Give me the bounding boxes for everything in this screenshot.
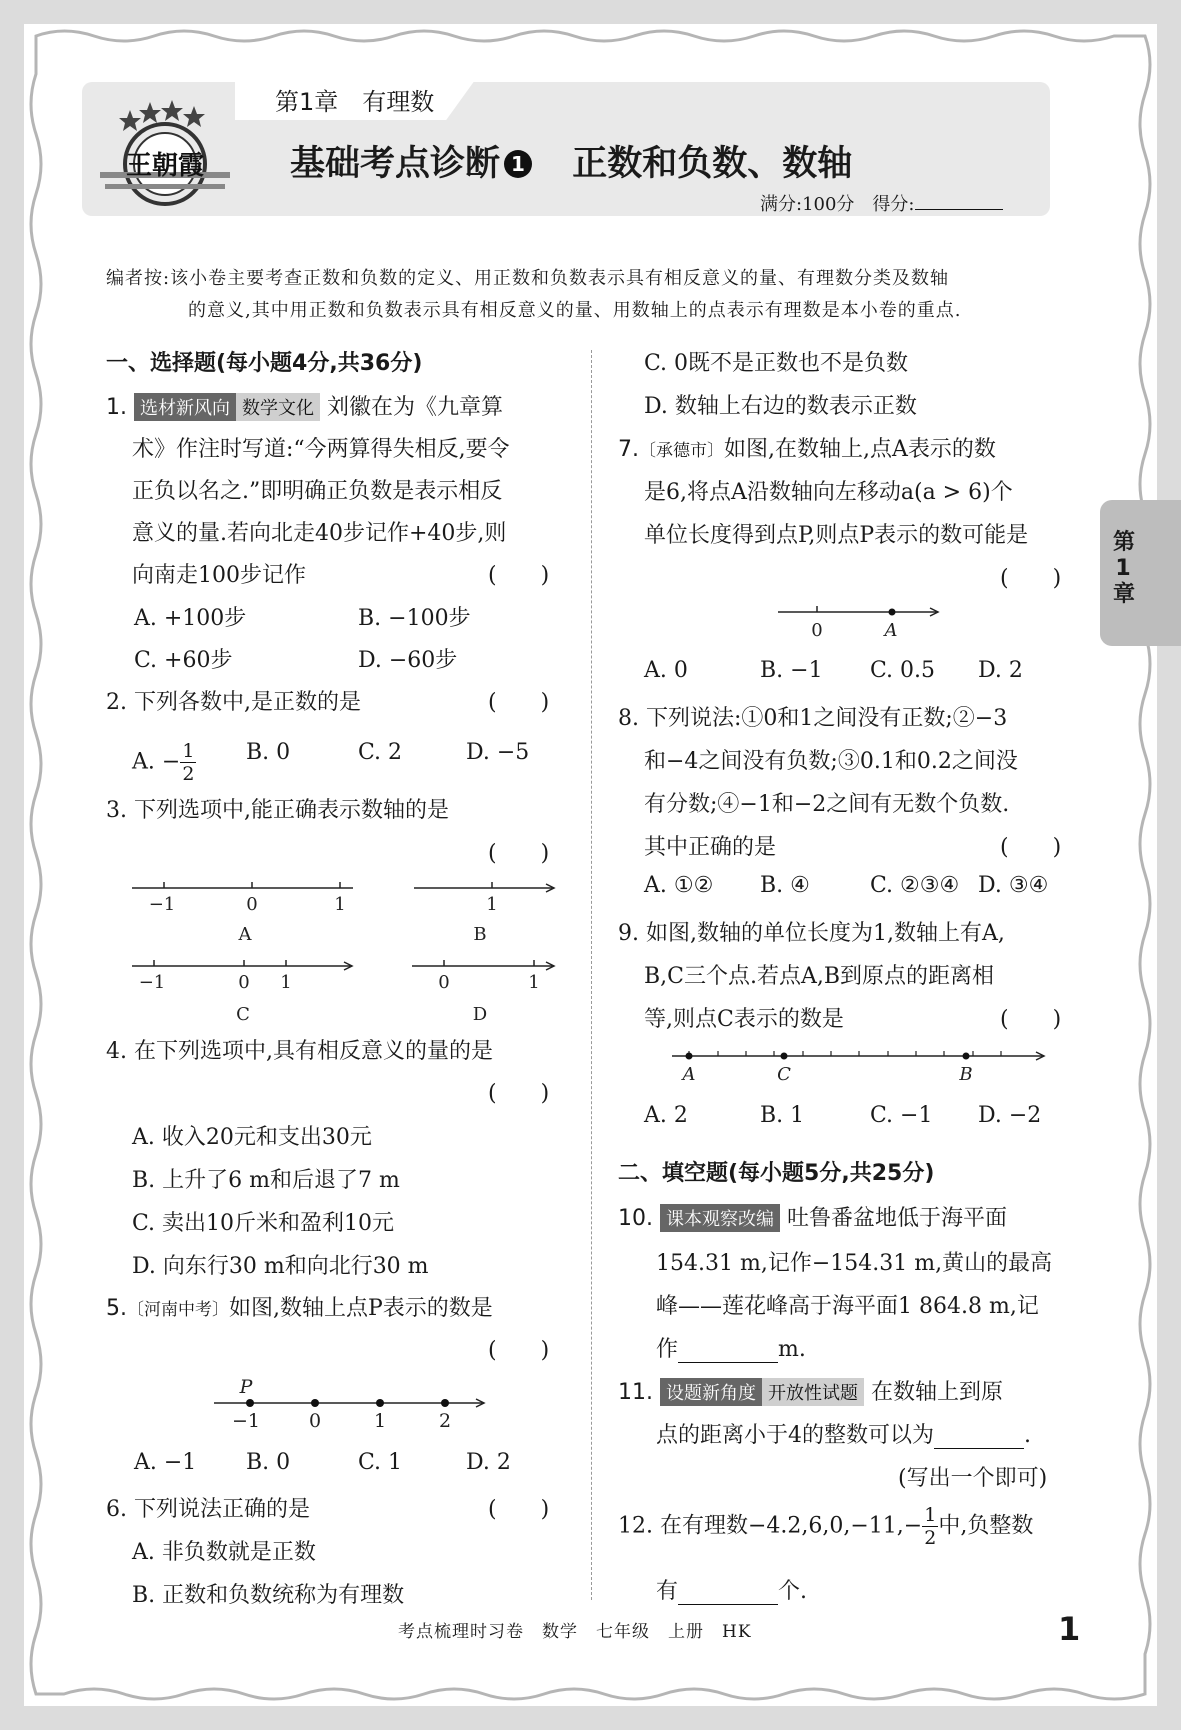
q5-point-0 — [311, 1399, 319, 1407]
q8-line2: 和−4之间没有负数;③0.1和0.2之间没 — [644, 749, 1018, 774]
q5-text: 如图,数轴上点P表示的数是 — [229, 1296, 493, 1321]
q9-option-b[interactable]: B. 1 — [760, 1103, 805, 1128]
q2-option-d[interactable]: D. −5 — [466, 740, 530, 765]
q9-point-c — [781, 1053, 788, 1060]
q12-line2 — [656, 1574, 807, 1605]
q8-line3: 有分数;④−1和−2之间有无数个负数. — [644, 792, 1010, 817]
q2-option-c[interactable]: C. 2 — [358, 740, 403, 765]
q2-text: 2. 下列各数中,是正数的是 — [106, 690, 361, 715]
q7-line2: 是6,将点A沿数轴向左移动a(a > 6)个 — [644, 480, 1013, 505]
q7-point-a — [889, 609, 896, 616]
q1-tag-math-culture: 数学文化 — [236, 393, 320, 421]
q11-text-2: 点的距离小于4的整数可以为 — [656, 1423, 934, 1448]
q7-line1 — [618, 432, 996, 463]
q9-label-c: C — [777, 1064, 791, 1085]
footer-text: 考点梳理时习卷 数学 七年级 上册 HK — [398, 1622, 752, 1642]
q9-label-a: A — [682, 1064, 696, 1085]
q4-answer-paren[interactable]: ( ) — [488, 1081, 550, 1106]
q2-option-a[interactable] — [132, 740, 196, 785]
q7-answer-paren[interactable]: ( ) — [1000, 566, 1062, 591]
q7-number: 7. — [618, 437, 639, 462]
chapter-label: 第1章 有理数 — [275, 88, 435, 116]
q4-option-a[interactable]: A. 收入20元和支出30元 — [132, 1125, 372, 1150]
q3a-tick-0: 0 — [246, 894, 258, 915]
q7-tick-0: 0 — [811, 620, 823, 641]
logo-text: 王朝霞 — [125, 151, 205, 181]
q9-point-a — [686, 1053, 693, 1060]
title-number-badge: 1 — [504, 150, 532, 178]
q1-answer-paren[interactable]: ( ) — [488, 563, 550, 588]
q2-answer-paren[interactable]: ( ) — [488, 690, 550, 715]
score-blank[interactable] — [915, 209, 1003, 210]
q10-line1 — [618, 1201, 1007, 1232]
q1-number: 1. — [106, 395, 127, 420]
q12-frac-den: 2 — [924, 1527, 937, 1549]
q11-tag-new-angle: 设题新角度 — [660, 1378, 762, 1406]
q7-option-d[interactable]: D. 2 — [978, 658, 1023, 683]
q11-line2 — [656, 1418, 1031, 1449]
q11-text-1: 在数轴上到原 — [871, 1380, 1004, 1405]
q1-tag-new-material: 选材新风向 — [134, 393, 236, 421]
q9-point-b — [963, 1053, 970, 1060]
q3d-tick-1: 1 — [528, 972, 540, 993]
score-label: 满分:100分 得分: — [760, 194, 915, 215]
q9-line1: 9. 如图,数轴的单位长度为1,数轴上有A, — [618, 921, 1005, 946]
q5-label-p: P — [239, 1376, 253, 1398]
q11-number: 11. — [618, 1380, 653, 1405]
q1-text-1: 刘徽在为《九章算 — [327, 395, 504, 420]
q3c-tick-neg1: −1 — [138, 972, 166, 993]
q12-line1 — [618, 1504, 1033, 1549]
score-line — [760, 190, 1003, 216]
q2-frac-num: 1 — [182, 740, 195, 762]
q3-number-line-figures — [120, 870, 570, 1030]
q1-line1 — [106, 390, 503, 421]
q5-tick-0: 0 — [308, 1410, 322, 1432]
q5-tick-2: 2 — [438, 1410, 452, 1432]
q10-number: 10. — [618, 1206, 653, 1231]
q5-tick-neg1: −1 — [231, 1410, 261, 1432]
q11-answer-blank[interactable] — [934, 1423, 1024, 1449]
q8-line1: 8. 下列说法:①0和1之间没有正数;②−3 — [618, 706, 1008, 731]
q10-line4 — [656, 1332, 806, 1363]
column-divider — [591, 350, 592, 1600]
q12-text-2b: 个. — [778, 1579, 808, 1604]
q3d-tick-0: 0 — [438, 972, 450, 993]
q6-option-c[interactable]: C. 0既不是正数也不是负数 — [644, 351, 909, 376]
q10-text-4b: m. — [778, 1337, 806, 1362]
q7-source: 〔承德市〕 — [639, 441, 724, 461]
q3c-label: C — [236, 1004, 250, 1025]
q2-fraction — [180, 740, 196, 785]
q3-text: 3. 下列选项中,能正确表示数轴的是 — [106, 798, 449, 823]
q3b-tick-1: 1 — [486, 894, 498, 915]
q1-line3: 正负以名之.”即明确正负数是表示相反 — [132, 479, 503, 504]
q5-option-b[interactable]: B. 0 — [246, 1450, 291, 1475]
q5-number-line — [200, 1375, 500, 1435]
q8-option-c[interactable]: C. ②③④ — [870, 873, 960, 898]
q2-frac-den: 2 — [182, 763, 195, 785]
q3a-tick-1: 1 — [334, 894, 346, 915]
q10-text-1: 吐鲁番盆地低于海平面 — [787, 1206, 1008, 1231]
q1-line5: 向南走100步记作 — [132, 563, 306, 588]
q7-label-a: A — [884, 620, 898, 641]
q11-text-2-end: . — [1024, 1423, 1031, 1448]
q9-answer-paren[interactable]: ( ) — [1000, 1007, 1062, 1032]
q8-option-d[interactable]: D. ③④ — [978, 873, 1049, 898]
q10-answer-blank[interactable] — [678, 1337, 778, 1363]
title-main: 基础考点诊断 — [290, 144, 501, 184]
q11-tag-open-ended: 开放性试题 — [762, 1378, 864, 1406]
q5-tick-1: 1 — [373, 1410, 387, 1432]
q2-option-a-prefix: A. − — [132, 749, 181, 775]
section-choice-title: 一、选择题(每小题4分,共36分) — [106, 351, 423, 376]
q1-line2: 术》作注时写道:“今两算得失相反,要令 — [132, 437, 510, 462]
q5-answer-paren[interactable]: ( ) — [488, 1338, 550, 1363]
q7-number-line — [770, 598, 950, 644]
q3a-label: A — [238, 924, 252, 945]
q5-point-1 — [376, 1399, 384, 1407]
q1-option-c[interactable]: C. +60步 — [134, 648, 233, 673]
q12-frac-num: 1 — [924, 1504, 937, 1526]
q10-line3: 峰——莲花峰高于海平面1 864.8 m,记 — [656, 1294, 1039, 1319]
q6-answer-paren[interactable]: ( ) — [488, 1497, 550, 1522]
page-number: 1 — [1058, 1610, 1081, 1648]
q12-text-post: 中,负整数 — [938, 1513, 1034, 1539]
chapter-side-label: 第1章 — [1113, 530, 1136, 607]
q1-option-a[interactable]: A. +100步 — [134, 606, 247, 631]
section-fill-title: 二、填空题(每小题5分,共25分) — [618, 1161, 935, 1186]
q10-text-4a: 作 — [656, 1337, 679, 1362]
q9-number-line — [666, 1040, 1056, 1088]
q12-text-2a: 有 — [656, 1579, 679, 1604]
q5-line — [106, 1291, 493, 1322]
q9-label-b: B — [959, 1064, 973, 1085]
q9-line3: 等,则点C表示的数是 — [644, 1007, 844, 1032]
q8-option-b[interactable]: B. ④ — [760, 873, 810, 898]
q5-option-c[interactable]: C. 1 — [358, 1450, 403, 1475]
q2-option-b[interactable]: B. 0 — [246, 740, 291, 765]
q1-option-d[interactable]: D. −60步 — [358, 648, 458, 673]
q3a-tick-neg1: −1 — [148, 894, 176, 915]
q4-option-b[interactable]: B. 上升了6 m和后退了7 m — [132, 1168, 400, 1193]
q6-option-b[interactable]: B. 正数和负数统称为有理数 — [132, 1583, 405, 1608]
q5-number: 5. — [106, 1296, 127, 1321]
editor-note-line2: 的意义,其中用正数和负数表示具有相反意义的量、用数轴上的点表示有理数是本小卷的重点. — [188, 300, 962, 321]
q3-answer-paren[interactable]: ( ) — [488, 841, 550, 866]
q8-answer-paren[interactable]: ( ) — [1000, 835, 1062, 860]
q7-line3: 单位长度得到点P,则点P表示的数可能是 — [644, 523, 1029, 548]
q11-line1 — [618, 1375, 1003, 1406]
q3c-tick-1: 1 — [280, 972, 292, 993]
q8-line4: 其中正确的是 — [644, 835, 777, 860]
q9-line2: B,C三个点.若点A,B到原点的距离相 — [644, 964, 995, 989]
q4-text: 4. 在下列选项中,具有相反意义的量的是 — [106, 1039, 493, 1064]
q3c-tick-0: 0 — [238, 972, 250, 993]
q5-source: 〔河南中考〕 — [127, 1300, 229, 1320]
q1-line4: 意义的量.若向北走40步记作+40步,则 — [132, 521, 507, 546]
q3d-label: D — [472, 1004, 488, 1025]
q9-option-d[interactable]: D. −2 — [978, 1103, 1042, 1128]
q7-text-1: 如图,在数轴上,点A表示的数 — [724, 437, 996, 462]
q6-option-d[interactable]: D. 数轴上右边的数表示正数 — [644, 394, 917, 419]
q10-line2: 154.31 m,记作−154.31 m,黄山的最高 — [656, 1251, 1053, 1276]
q6-option-a[interactable]: A. 非负数就是正数 — [132, 1540, 316, 1565]
q5-option-d[interactable]: D. 2 — [466, 1450, 511, 1475]
q5-option-a[interactable]: A. −1 — [134, 1450, 197, 1475]
page-title — [290, 136, 852, 186]
q7-option-b[interactable]: B. −1 — [760, 658, 823, 683]
q8-option-a[interactable]: A. ①② — [644, 873, 714, 898]
q12-fraction — [922, 1504, 938, 1549]
q4-option-c[interactable]: C. 卖出10斤米和盈利10元 — [132, 1211, 395, 1236]
q12-answer-blank[interactable] — [678, 1579, 778, 1605]
q5-point-neg1 — [246, 1399, 254, 1407]
q9-option-a[interactable]: A. 2 — [644, 1103, 688, 1128]
q1-option-b[interactable]: B. −100步 — [358, 606, 471, 631]
title-subtitle: 正数和负数、数轴 — [572, 144, 853, 184]
q4-option-d[interactable]: D. 向东行30 m和向北行30 m — [132, 1254, 429, 1279]
editor-note-line1: 编者按:该小卷主要考查正数和负数的定义、用正数和负数表示具有相反意义的量、有理数分类及数轴 — [106, 268, 950, 289]
q10-tag-textbook: 课本观察改编 — [660, 1204, 780, 1232]
q12-text-pre: 12. 在有理数−4.2,6,0,−11,− — [618, 1513, 923, 1539]
q9-option-c[interactable]: C. −1 — [870, 1103, 933, 1128]
q11-line3: (写出一个即可) — [898, 1466, 1048, 1491]
q6-text: 6. 下列说法正确的是 — [106, 1497, 310, 1522]
logo-seal-icon — [100, 92, 230, 212]
q5-point-2 — [441, 1399, 449, 1407]
q3b-label: B — [473, 924, 487, 945]
q7-option-a[interactable]: A. 0 — [644, 658, 688, 683]
q7-option-c[interactable]: C. 0.5 — [870, 658, 936, 683]
